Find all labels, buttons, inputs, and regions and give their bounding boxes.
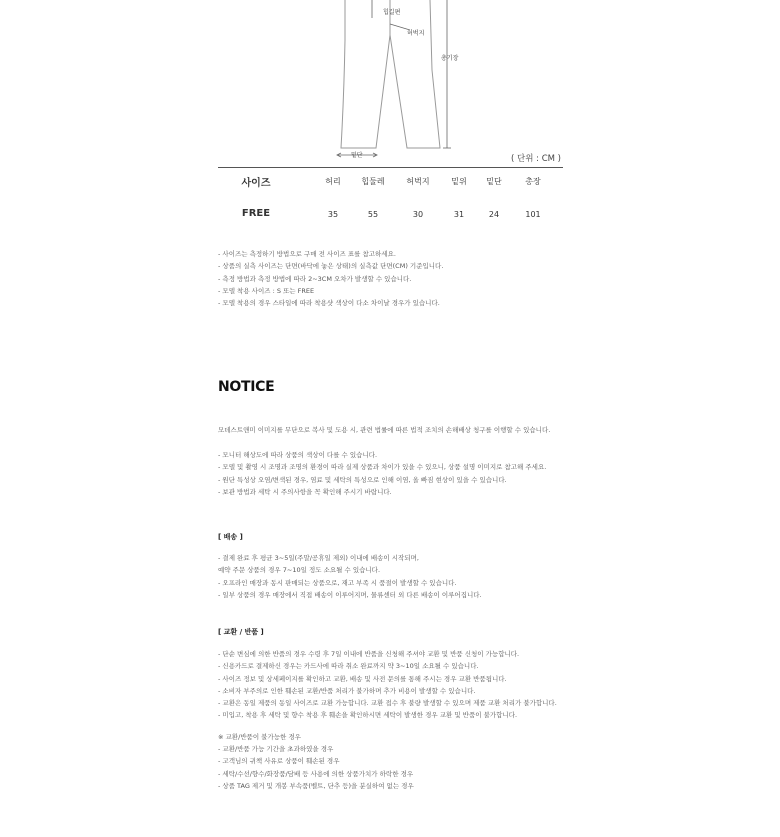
shipping-list	[218, 552, 482, 601]
shipping-item: - 결제 완료 후 평균 3~5일(주말/공휴일 제외) 이내에 배송이 시작되며,	[218, 554, 419, 562]
size-table-cell: 35	[327, 210, 339, 219]
size-table-header-cell: 허리	[325, 177, 341, 186]
pants-outline-left	[341, 0, 390, 148]
notice-item: - 원단 특성상 오염/변색된 경우, 염료 및 세탁의 특성으로 인해 이염, 올 빠짐 현상이 있을 수 있습니다.	[218, 475, 507, 484]
size-note-item: - 모델 착용 사이즈 : S 또는 FREE	[218, 286, 315, 295]
unavailable-title: ※ 교환/반품이 불가능한 경우	[218, 733, 301, 741]
size-table-header-cell: 밑단	[486, 177, 502, 186]
size-table-cell: 101	[525, 210, 541, 219]
unavailable-list	[218, 743, 414, 792]
notice-general-list	[218, 449, 546, 498]
exchange-item: - 단순 변심에 의한 반품의 경우 수령 후 7일 이내에 반품을 신청해 주셔야 교환 및 반품 신청이 가능합니다.	[218, 650, 520, 658]
size-table-cell: 55	[367, 210, 379, 219]
diagram-label-thigh: 허벅지	[407, 30, 425, 37]
size-note-item: - 사이즈는 측정하기 방법으로 구매 전 사이즈 표를 참고하세요.	[218, 250, 396, 258]
notice-intro	[218, 424, 550, 436]
exchange-item: - 미입고, 착용 후 세탁 및 향수 착용 후 훼손을 확인하시면 세탁이 발생한 경우 교환 및 반품이 불가합니다.	[218, 711, 518, 720]
pants-outline-right	[390, 0, 440, 148]
size-note-item: - 상품의 실측 사이즈는 단면(바닥에 놓은 상태)의 실측값 단면(CM) 기준입니다.	[218, 262, 444, 271]
size-table-header	[218, 174, 563, 196]
notice-item: - 보관 방법과 세탁 시 주의사항을 꼭 확인해 주시기 바랍니다.	[218, 487, 392, 496]
pants-size-diagram	[0, 0, 780, 165]
shipping-item: - 오프라인 매장과 동시 판매되는 상품으로, 재고 부족 시 품절이 발생할 수 있습니다.	[218, 578, 457, 587]
size-table-header-cell: 힙둘레	[361, 177, 385, 186]
diagram-label-rise: 힙길편	[383, 9, 401, 16]
unavailable-section	[218, 731, 301, 743]
table-row	[218, 208, 563, 230]
size-table-cell: 30	[412, 210, 424, 219]
unavailable-item: - 세탁/수선/향수/화장품/담배 등 사용에 의한 상품가치가 하락한 경우	[218, 769, 414, 778]
notice-item: - 모니터 해상도에 따라 상품의 색상이 다를 수 있습니다.	[218, 451, 378, 459]
diagram-label-length: 총기장	[441, 55, 459, 62]
shipping-item: - 일부 상품의 경우 매장에서 직접 배송이 이루어지며, 물류센터 외 다른 배송이 이루어집니다.	[218, 590, 482, 599]
exchange-title: [ 교환 / 반품 ]	[218, 628, 264, 636]
diagram-label-hem: 밑단	[351, 152, 363, 159]
unavailable-item: - 상품 TAG 제거 및 개봉 부속품(벨트, 단추 등)을 분실하여 없는 경우	[218, 781, 414, 790]
exchange-list	[218, 648, 557, 722]
shipping-title: [ 배송 ]	[218, 533, 243, 541]
table-top-divider	[218, 167, 563, 168]
exchange-item: - 신용카드로 결제하신 경우는 카드사에 따라 취소 완료까지 약 3~10일 소요될 수 있습니다.	[218, 662, 479, 671]
notice-item: - 모델 및 촬영 시 조명과 조명의 환경이 따라 실제 상품과 차이가 있을 수 있으니, 상품 설명 이미지로 참고해 주세요.	[218, 463, 547, 472]
unavailable-item: - 고객님의 귀책 사유로 상품이 훼손된 경우	[218, 757, 340, 766]
size-table-header-cell: 총장	[525, 177, 541, 186]
size-table-cell: 31	[453, 210, 465, 219]
notice-title: NOTICE	[218, 379, 275, 395]
size-table-header-cell: 사이즈	[241, 178, 271, 189]
exchange-item: - 교환은 동일 제품의 동일 사이즈로 교환 가능합니다. 교환 접수 후 불량 발생할 수 있으며 제품 교환 처리가 불가합니다.	[218, 699, 557, 708]
size-note-item: - 측정 방법과 측정 방법에 따라 2~3CM 오차가 발생할 수 있습니다.	[218, 274, 412, 283]
exchange-item: - 사이즈 정보 및 상세페이지를 확인하고 교환, 배송 및 사전 문의를 통해 주시는 경우 교환 반품됩니다.	[218, 674, 507, 683]
unit-label: ( 단위 : CM )	[511, 154, 561, 164]
size-notes	[218, 248, 443, 309]
notice-intro-text: 모데스트앤미 이미지를 무단으로 복사 및 도용 시, 관련 법률에 따른 법적 조치의 손해배상 청구를 이행할 수 있습니다.	[218, 426, 551, 434]
size-table-cell: 24	[488, 210, 500, 219]
shipping-item: 예약 주문 상품의 경우 7~10일 정도 소요될 수 있습니다.	[218, 566, 381, 575]
size-note-item: - 모델 착용의 경우 스타일에 따라 착용샷 색상이 다소 차이날 경우가 있습니다.	[218, 299, 440, 308]
size-table-header-cell: 밑위	[451, 177, 467, 186]
size-table-header-cell: 허벅지	[406, 177, 430, 186]
size-table	[218, 174, 563, 230]
size-table-cell: FREE	[241, 208, 271, 219]
unavailable-item: - 교환/반품 가능 기간을 초과하였을 경우	[218, 745, 334, 753]
exchange-item: - 소비자 부주의로 인한 훼손된 교환/반품 처리가 불가하며 추가 비용이 발생할 수 있습니다.	[218, 686, 476, 695]
